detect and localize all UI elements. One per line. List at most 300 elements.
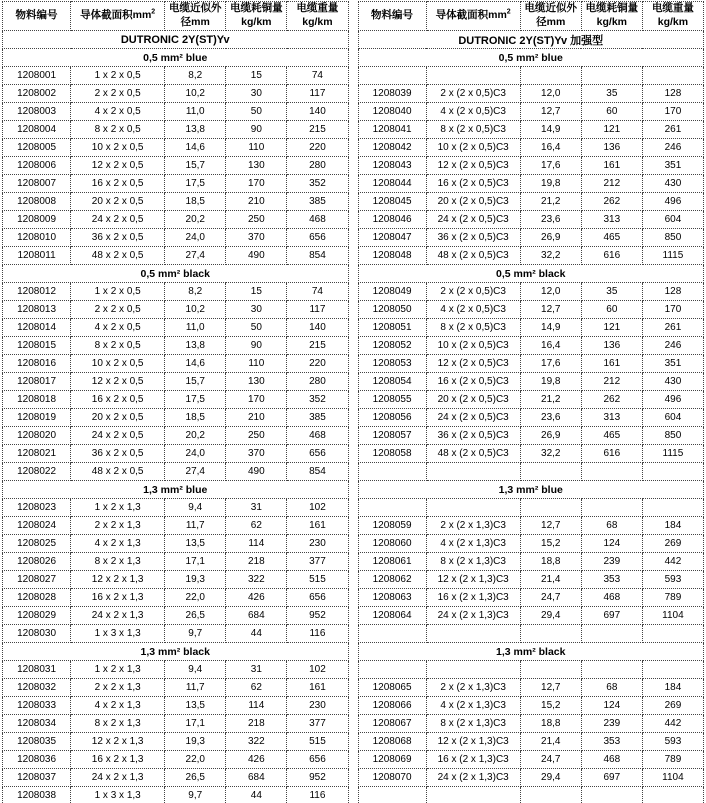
cell-cable-weight: 184 xyxy=(642,679,703,697)
cell-outer-diameter: 21,2 xyxy=(520,193,581,211)
table-row xyxy=(3,103,349,121)
cell-cable-weight: 604 xyxy=(642,211,703,229)
cell-copper-weight: 35 xyxy=(581,85,642,103)
empty-row xyxy=(358,463,704,481)
cell-cable-weight: 246 xyxy=(642,139,703,157)
cell-conductor-size: 36 x (2 x 0,5)C3 xyxy=(426,229,520,247)
cell-conductor-size: 10 x 2 x 0,5 xyxy=(71,355,165,373)
cell-outer-diameter: 19,8 xyxy=(520,175,581,193)
cell-material-id: 1208062 xyxy=(358,571,426,589)
cell-copper-weight: 30 xyxy=(226,301,287,319)
cell-copper-weight: 124 xyxy=(581,535,642,553)
empty-row xyxy=(358,67,704,85)
table-row xyxy=(3,139,349,157)
cell-copper-weight: 210 xyxy=(226,409,287,427)
cell-outer-diameter: 14,6 xyxy=(165,139,226,157)
table-row xyxy=(3,715,349,733)
cell-material-id: 1208041 xyxy=(358,121,426,139)
cell-material-id: 1208004 xyxy=(3,121,71,139)
cell-outer-diameter: 17,1 xyxy=(165,715,226,733)
table-row xyxy=(3,769,349,787)
cell-copper-weight: 15 xyxy=(226,283,287,301)
cell-conductor-size: 16 x (2 x 1,3)C3 xyxy=(426,751,520,769)
cell-material-id: 1208042 xyxy=(358,139,426,157)
table-row xyxy=(3,463,349,481)
section-header-row xyxy=(3,265,349,283)
cell-copper-weight: 121 xyxy=(581,121,642,139)
table-row xyxy=(358,193,704,211)
cell-outer-diameter: 16,4 xyxy=(520,139,581,157)
table-row xyxy=(358,535,704,553)
cell-material-id: 1208047 xyxy=(358,229,426,247)
section-header-row xyxy=(358,265,704,283)
empty-cell xyxy=(358,67,426,85)
table-row xyxy=(3,751,349,769)
cell-copper-weight: 50 xyxy=(226,319,287,337)
cell-copper-weight: 684 xyxy=(226,769,287,787)
cell-material-id: 1208029 xyxy=(3,607,71,625)
cell-outer-diameter: 13,5 xyxy=(165,697,226,715)
cell-cable-weight: 261 xyxy=(642,121,703,139)
cell-outer-diameter: 15,2 xyxy=(520,535,581,553)
cell-conductor-size: 2 x (2 x 0,5)C3 xyxy=(426,283,520,301)
header-row xyxy=(358,2,704,31)
cell-conductor-size: 24 x 2 x 1,3 xyxy=(71,607,165,625)
cell-cable-weight: 789 xyxy=(642,589,703,607)
table-row xyxy=(358,355,704,373)
cell-copper-weight: 239 xyxy=(581,553,642,571)
cell-copper-weight: 468 xyxy=(581,751,642,769)
cell-conductor-size: 16 x 2 x 1,3 xyxy=(71,751,165,769)
cell-copper-weight: 616 xyxy=(581,445,642,463)
cell-outer-diameter: 24,0 xyxy=(165,229,226,247)
cell-conductor-size: 12 x (2 x 0,5)C3 xyxy=(426,355,520,373)
cell-copper-weight: 353 xyxy=(581,571,642,589)
section-header: 1,3 mm² black xyxy=(358,643,704,661)
cell-copper-weight: 62 xyxy=(226,679,287,697)
cell-copper-weight: 313 xyxy=(581,211,642,229)
empty-cell xyxy=(520,67,581,85)
cell-outer-diameter: 18,8 xyxy=(520,715,581,733)
cell-copper-weight: 426 xyxy=(226,751,287,769)
cell-copper-weight: 68 xyxy=(581,679,642,697)
cell-copper-weight: 465 xyxy=(581,427,642,445)
cell-conductor-size: 12 x 2 x 0,5 xyxy=(71,157,165,175)
empty-cell xyxy=(426,499,520,517)
table-row xyxy=(358,283,704,301)
cell-outer-diameter: 26,9 xyxy=(520,229,581,247)
cell-outer-diameter: 24,0 xyxy=(165,445,226,463)
table-row xyxy=(3,535,349,553)
cell-material-id: 1208050 xyxy=(358,301,426,319)
cell-outer-diameter: 12,7 xyxy=(520,679,581,697)
cell-cable-weight: 246 xyxy=(642,337,703,355)
cell-copper-weight: 90 xyxy=(226,121,287,139)
cell-material-id: 1208030 xyxy=(3,625,71,643)
cell-conductor-size: 8 x 2 x 0,5 xyxy=(71,121,165,139)
cell-conductor-size: 8 x (2 x 1,3)C3 xyxy=(426,715,520,733)
cell-copper-weight: 313 xyxy=(581,409,642,427)
cell-copper-weight: 239 xyxy=(581,715,642,733)
table-row xyxy=(3,697,349,715)
cell-outer-diameter: 17,5 xyxy=(165,391,226,409)
table-row xyxy=(3,247,349,265)
cell-copper-weight: 370 xyxy=(226,229,287,247)
cell-cable-weight: 854 xyxy=(287,247,348,265)
cell-conductor-size: 36 x 2 x 0,5 xyxy=(71,445,165,463)
cell-cable-weight: 952 xyxy=(287,607,348,625)
cell-outer-diameter: 24,7 xyxy=(520,589,581,607)
cell-material-id: 1208052 xyxy=(358,337,426,355)
cell-material-id: 1208063 xyxy=(358,589,426,607)
table-row xyxy=(358,715,704,733)
cell-material-id: 1208005 xyxy=(3,139,71,157)
cell-conductor-size: 2 x 2 x 0,5 xyxy=(71,85,165,103)
cell-material-id: 1208070 xyxy=(358,769,426,787)
cell-conductor-size: 20 x 2 x 0,5 xyxy=(71,193,165,211)
cell-copper-weight: 124 xyxy=(581,697,642,715)
cell-conductor-size: 1 x 2 x 0,5 xyxy=(71,67,165,85)
cell-material-id: 1208038 xyxy=(3,787,71,803)
cell-outer-diameter: 19,3 xyxy=(165,571,226,589)
empty-cell xyxy=(581,661,642,679)
empty-cell xyxy=(520,463,581,481)
table-row xyxy=(3,355,349,373)
cell-cable-weight: 442 xyxy=(642,715,703,733)
table-row xyxy=(3,337,349,355)
empty-cell xyxy=(426,787,520,803)
cell-copper-weight: 212 xyxy=(581,373,642,391)
cell-conductor-size: 8 x (2 x 0,5)C3 xyxy=(426,121,520,139)
cell-outer-diameter: 15,7 xyxy=(165,373,226,391)
empty-cell xyxy=(520,625,581,643)
cell-conductor-size: 16 x (2 x 0,5)C3 xyxy=(426,373,520,391)
cell-material-id: 1208059 xyxy=(358,517,426,535)
table-row xyxy=(358,679,704,697)
cell-cable-weight: 352 xyxy=(287,391,348,409)
cell-conductor-size: 12 x (2 x 0,5)C3 xyxy=(426,157,520,175)
cell-conductor-size: 1 x 2 x 1,3 xyxy=(71,499,165,517)
cell-conductor-size: 24 x (2 x 1,3)C3 xyxy=(426,607,520,625)
cell-material-id: 1208060 xyxy=(358,535,426,553)
cell-outer-diameter: 14,9 xyxy=(520,319,581,337)
empty-cell xyxy=(642,661,703,679)
column-header-cable-weight: 电缆重量 kg/km xyxy=(642,2,703,31)
cell-cable-weight: 140 xyxy=(287,103,348,121)
section-header: 1,3 mm² black xyxy=(3,643,349,661)
cell-cable-weight: 280 xyxy=(287,373,348,391)
cell-conductor-size: 10 x 2 x 0,5 xyxy=(71,139,165,157)
table-row xyxy=(3,499,349,517)
column-header-copper-weight: 电缆耗铜量 kg/km xyxy=(226,2,287,31)
cell-cable-weight: 385 xyxy=(287,409,348,427)
cell-cable-weight: 140 xyxy=(287,319,348,337)
cell-material-id: 1208051 xyxy=(358,319,426,337)
cell-material-id: 1208006 xyxy=(3,157,71,175)
table-row xyxy=(3,733,349,751)
cell-cable-weight: 74 xyxy=(287,283,348,301)
cell-cable-weight: 854 xyxy=(287,463,348,481)
cell-conductor-size: 48 x 2 x 0,5 xyxy=(71,463,165,481)
cell-material-id: 1208032 xyxy=(3,679,71,697)
cell-outer-diameter: 26,5 xyxy=(165,607,226,625)
section-header-row xyxy=(358,643,704,661)
cell-outer-diameter: 18,5 xyxy=(165,193,226,211)
cell-conductor-size: 16 x (2 x 1,3)C3 xyxy=(426,589,520,607)
cell-cable-weight: 656 xyxy=(287,229,348,247)
cell-conductor-size: 1 x 2 x 0,5 xyxy=(71,283,165,301)
cell-material-id: 1208055 xyxy=(358,391,426,409)
cell-cable-weight: 496 xyxy=(642,391,703,409)
table-row xyxy=(358,301,704,319)
cell-conductor-size: 16 x 2 x 0,5 xyxy=(71,175,165,193)
table-row xyxy=(3,211,349,229)
cell-copper-weight: 490 xyxy=(226,247,287,265)
table-row xyxy=(3,283,349,301)
cell-outer-diameter: 26,9 xyxy=(520,427,581,445)
cell-material-id: 1208039 xyxy=(358,85,426,103)
cell-copper-weight: 426 xyxy=(226,589,287,607)
cell-cable-weight: 102 xyxy=(287,499,348,517)
cell-cable-weight: 850 xyxy=(642,229,703,247)
empty-cell xyxy=(642,625,703,643)
cell-conductor-size: 48 x 2 x 0,5 xyxy=(71,247,165,265)
cell-outer-diameter: 13,8 xyxy=(165,337,226,355)
cell-material-id: 1208045 xyxy=(358,193,426,211)
section-header-row xyxy=(3,643,349,661)
table-row xyxy=(3,787,349,803)
column-header-conductor-size: 导体截面积$mm^2$ xyxy=(71,2,165,31)
cell-conductor-size: 10 x (2 x 0,5)C3 xyxy=(426,139,520,157)
cell-conductor-size: 10 x (2 x 0,5)C3 xyxy=(426,337,520,355)
cell-outer-diameter: 10,2 xyxy=(165,85,226,103)
cell-material-id: 1208016 xyxy=(3,355,71,373)
cell-outer-diameter: 12,7 xyxy=(520,517,581,535)
cell-copper-weight: 697 xyxy=(581,607,642,625)
table-row xyxy=(358,337,704,355)
cell-conductor-size: 24 x (2 x 0,5)C3 xyxy=(426,409,520,427)
table-title-row xyxy=(3,31,349,49)
cell-copper-weight: 60 xyxy=(581,103,642,121)
cell-material-id: 1208022 xyxy=(3,463,71,481)
cell-cable-weight: 656 xyxy=(287,445,348,463)
empty-cell xyxy=(358,625,426,643)
cell-cable-weight: 116 xyxy=(287,787,348,803)
cell-cable-weight: 352 xyxy=(287,175,348,193)
cell-cable-weight: 128 xyxy=(642,283,703,301)
cell-material-id: 1208019 xyxy=(3,409,71,427)
cell-conductor-size: 20 x 2 x 0,5 xyxy=(71,409,165,427)
cell-outer-diameter: 21,2 xyxy=(520,391,581,409)
cell-copper-weight: 31 xyxy=(226,661,287,679)
cell-outer-diameter: 21,4 xyxy=(520,571,581,589)
cell-material-id: 1208001 xyxy=(3,67,71,85)
table-row xyxy=(358,445,704,463)
table-row xyxy=(358,211,704,229)
table-row xyxy=(3,67,349,85)
cell-material-id: 1208015 xyxy=(3,337,71,355)
cell-material-id: 1208002 xyxy=(3,85,71,103)
cell-copper-weight: 353 xyxy=(581,733,642,751)
cell-conductor-size: 16 x (2 x 0,5)C3 xyxy=(426,175,520,193)
cell-cable-weight: 117 xyxy=(287,85,348,103)
table-row xyxy=(3,607,349,625)
cell-cable-weight: 430 xyxy=(642,175,703,193)
cell-outer-diameter: 32,2 xyxy=(520,247,581,265)
section-header: 0,5 mm² black xyxy=(3,265,349,283)
cell-material-id: 1208010 xyxy=(3,229,71,247)
cell-cable-weight: 430 xyxy=(642,373,703,391)
cell-copper-weight: 130 xyxy=(226,157,287,175)
table-row xyxy=(358,751,704,769)
cell-copper-weight: 170 xyxy=(226,175,287,193)
cell-outer-diameter: 18,5 xyxy=(165,409,226,427)
section-header: 0,5 mm² black xyxy=(358,265,704,283)
cell-conductor-size: 24 x 2 x 0,5 xyxy=(71,427,165,445)
cell-outer-diameter: 22,0 xyxy=(165,589,226,607)
table-row xyxy=(358,553,704,571)
cell-material-id: 1208033 xyxy=(3,697,71,715)
cell-outer-diameter: 11,7 xyxy=(165,517,226,535)
cell-copper-weight: 161 xyxy=(581,157,642,175)
section-header: 1,3 mm² blue xyxy=(358,481,704,499)
cell-copper-weight: 44 xyxy=(226,625,287,643)
cell-cable-weight: 377 xyxy=(287,553,348,571)
cell-outer-diameter: 13,5 xyxy=(165,535,226,553)
table-row xyxy=(358,589,704,607)
cell-copper-weight: 250 xyxy=(226,427,287,445)
column-header-cable-weight: 电缆重量 kg/km xyxy=(287,2,348,31)
cell-cable-weight: 656 xyxy=(287,751,348,769)
cell-outer-diameter: 12,0 xyxy=(520,85,581,103)
cell-material-id: 1208069 xyxy=(358,751,426,769)
cell-copper-weight: 35 xyxy=(581,283,642,301)
cell-outer-diameter: 16,4 xyxy=(520,337,581,355)
cell-outer-diameter: 22,0 xyxy=(165,751,226,769)
cell-conductor-size: 8 x (2 x 1,3)C3 xyxy=(426,553,520,571)
cell-outer-diameter: 19,8 xyxy=(520,373,581,391)
cell-conductor-size: 36 x (2 x 0,5)C3 xyxy=(426,427,520,445)
table-row xyxy=(3,589,349,607)
section-header: 0,5 mm² blue xyxy=(358,49,704,67)
empty-cell xyxy=(426,463,520,481)
empty-cell xyxy=(642,787,703,803)
table-row xyxy=(358,157,704,175)
cell-cable-weight: 656 xyxy=(287,589,348,607)
column-header-conductor-size: 导体截面积$mm^2$ xyxy=(426,2,520,31)
cell-outer-diameter: 23,6 xyxy=(520,409,581,427)
cell-outer-diameter: 17,1 xyxy=(165,553,226,571)
table-row xyxy=(3,427,349,445)
cell-material-id: 1208018 xyxy=(3,391,71,409)
cell-conductor-size: 24 x (2 x 1,3)C3 xyxy=(426,769,520,787)
cell-outer-diameter: 17,6 xyxy=(520,355,581,373)
cell-cable-weight: 116 xyxy=(287,625,348,643)
cell-material-id: 1208053 xyxy=(358,355,426,373)
empty-cell xyxy=(358,463,426,481)
cell-conductor-size: 12 x 2 x 0,5 xyxy=(71,373,165,391)
cell-cable-weight: 170 xyxy=(642,103,703,121)
cell-conductor-size: 4 x (2 x 0,5)C3 xyxy=(426,301,520,319)
cell-conductor-size: 1 x 3 x 1,3 xyxy=(71,787,165,803)
table-reinforced xyxy=(358,1,705,803)
cell-material-id: 1208066 xyxy=(358,697,426,715)
cell-conductor-size: 4 x 2 x 1,3 xyxy=(71,697,165,715)
table-row xyxy=(3,553,349,571)
cell-outer-diameter: 21,4 xyxy=(520,733,581,751)
cell-material-id: 1208007 xyxy=(3,175,71,193)
cell-outer-diameter: 14,6 xyxy=(165,355,226,373)
table-row xyxy=(358,139,704,157)
cell-outer-diameter: 11,0 xyxy=(165,319,226,337)
table-row xyxy=(358,607,704,625)
empty-cell xyxy=(520,499,581,517)
table-row xyxy=(358,769,704,787)
cell-conductor-size: 2 x (2 x 1,3)C3 xyxy=(426,679,520,697)
table-row xyxy=(3,625,349,643)
cell-outer-diameter: 32,2 xyxy=(520,445,581,463)
cell-outer-diameter: 15,2 xyxy=(520,697,581,715)
cell-copper-weight: 370 xyxy=(226,445,287,463)
cell-material-id: 1208037 xyxy=(3,769,71,787)
cell-material-id: 1208021 xyxy=(3,445,71,463)
cell-copper-weight: 212 xyxy=(581,175,642,193)
cell-material-id: 1208034 xyxy=(3,715,71,733)
cell-cable-weight: 468 xyxy=(287,427,348,445)
table-row xyxy=(3,517,349,535)
cell-material-id: 1208057 xyxy=(358,427,426,445)
cell-copper-weight: 62 xyxy=(226,517,287,535)
cell-material-id: 1208025 xyxy=(3,535,71,553)
table-title-row xyxy=(358,31,704,49)
table-row xyxy=(358,427,704,445)
cell-cable-weight: 442 xyxy=(642,553,703,571)
table-row xyxy=(358,103,704,121)
cell-conductor-size: 8 x 2 x 0,5 xyxy=(71,337,165,355)
cell-outer-diameter: 8,2 xyxy=(165,283,226,301)
cell-conductor-size: 2 x (2 x 0,5)C3 xyxy=(426,85,520,103)
cell-cable-weight: 230 xyxy=(287,697,348,715)
cell-conductor-size: 12 x (2 x 1,3)C3 xyxy=(426,571,520,589)
cell-cable-weight: 789 xyxy=(642,751,703,769)
cell-outer-diameter: 11,0 xyxy=(165,103,226,121)
cell-copper-weight: 684 xyxy=(226,607,287,625)
table-row xyxy=(3,571,349,589)
cell-copper-weight: 31 xyxy=(226,499,287,517)
empty-cell xyxy=(581,499,642,517)
cell-outer-diameter: 24,7 xyxy=(520,751,581,769)
cell-outer-diameter: 10,2 xyxy=(165,301,226,319)
cell-outer-diameter: 12,7 xyxy=(520,301,581,319)
section-header-row xyxy=(358,49,704,67)
table-row xyxy=(358,373,704,391)
cell-material-id: 1208068 xyxy=(358,733,426,751)
cell-conductor-size: 20 x (2 x 0,5)C3 xyxy=(426,391,520,409)
cell-copper-weight: 15 xyxy=(226,67,287,85)
cell-cable-weight: 161 xyxy=(287,679,348,697)
cell-outer-diameter: 18,8 xyxy=(520,553,581,571)
table-row xyxy=(358,175,704,193)
cell-outer-diameter: 29,4 xyxy=(520,607,581,625)
cell-copper-weight: 110 xyxy=(226,139,287,157)
empty-cell xyxy=(642,499,703,517)
cell-cable-weight: 220 xyxy=(287,139,348,157)
cell-cable-weight: 1115 xyxy=(642,247,703,265)
cell-outer-diameter: 15,7 xyxy=(165,157,226,175)
cell-copper-weight: 68 xyxy=(581,517,642,535)
cell-material-id: 1208023 xyxy=(3,499,71,517)
cell-outer-diameter: 19,3 xyxy=(165,733,226,751)
